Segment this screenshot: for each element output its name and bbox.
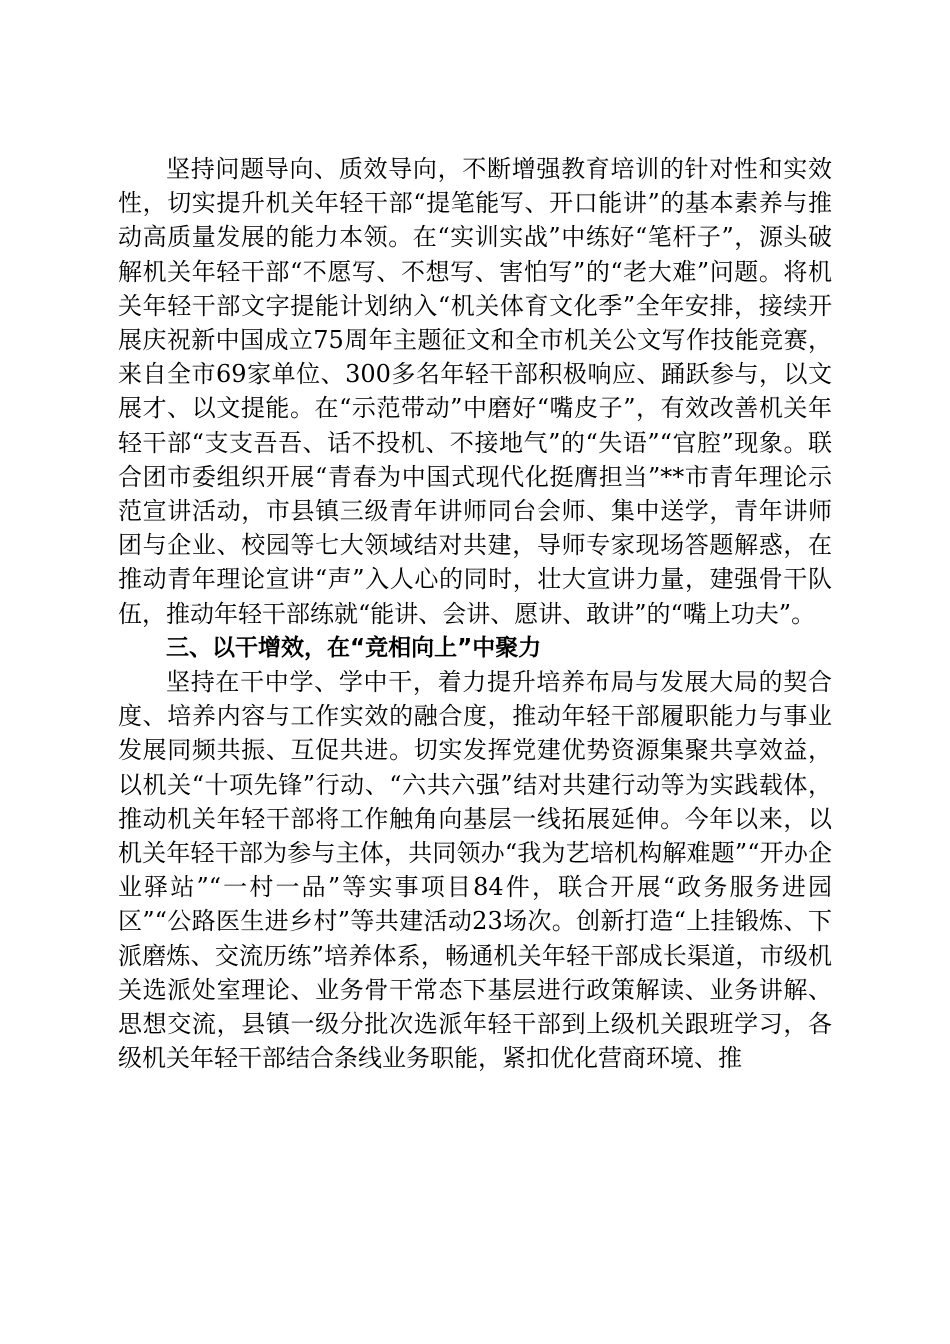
paragraph-training-effectiveness: 坚持问题导向、质效导向，不断增强教育培训的针对性和实效性，切实提升机关年轻干部“提笔能写、开口能讲”的基本素养与推动高质量发展的能力本领。在“实训实战”中练好“笔杆子”，源头破解机关年轻干部“不愿写、不想写、害怕写”的“老大难”问题。将机关年轻干部文字提能计划纳入“机关体育文化季”全年安排，接续开展庆祝新中国成立75周年主题征文和全市机关公文写作技能竞赛，来自全市69家单位、300多名年轻干部积极响应、踊跃参与，以文展才、以文提能。在“示范带动”中磨好“嘴皮子”，有效改善机关年轻干部“支支吾吾、话不投机、不接地气”的“失语”“官腔”现象。联合团市委组织开展“青春为中国式现代化挺膺担当”**市青年理论示范宣讲活动，市县镇三级青年讲师同台会师、集中送学，青年讲师团与企业、校园等七大领域结对共建，导师专家现场答题解惑，在推动青年理论宣讲“声”入人心的同时，壮大宣讲力量，建强骨干队伍，推动年轻干部练就“能讲、会讲、愿讲、敢讲”的“嘴上功夫”。	[118, 155, 832, 628]
paragraph-learning-by-doing: 坚持在干中学、学中干，着力提升培养布局与发展大局的契合度、培养内容与工作实效的融合度，推动年轻干部履职能力与事业发展同频共振、互促共进。切实发挥党建优势资源集聚共享效益，以机关“十项先锋”行动、“六共六强”结对共建行动等为实践载体，推动机关年轻干部将工作触角向基层一线拓展延伸。今年以来，以机关年轻干部为参与主体，共同领办“我为艺培机构解难题”“开办企业驿站”“一村一品”等实事项目84件，联合开展“政务服务进园区”“公路医生进乡村”等共建活动23场次。创新打造“上挂锻炼、下派磨炼、交流历练”培养体系，畅通机关年轻干部成长渠道，市级机关选派处室理论、业务骨干常态下基层进行政策解读、业务讲解、思想交流，县镇一级分批次选派年轻干部到上级机关跟班学习，各级机关年轻干部结合条线业务职能，紧扣优化营商环境、推	[118, 668, 832, 1073]
section-heading-3: 三、以干增效，在“竞相向上”中聚力	[166, 634, 542, 661]
document-body	[118, 152, 832, 1075]
